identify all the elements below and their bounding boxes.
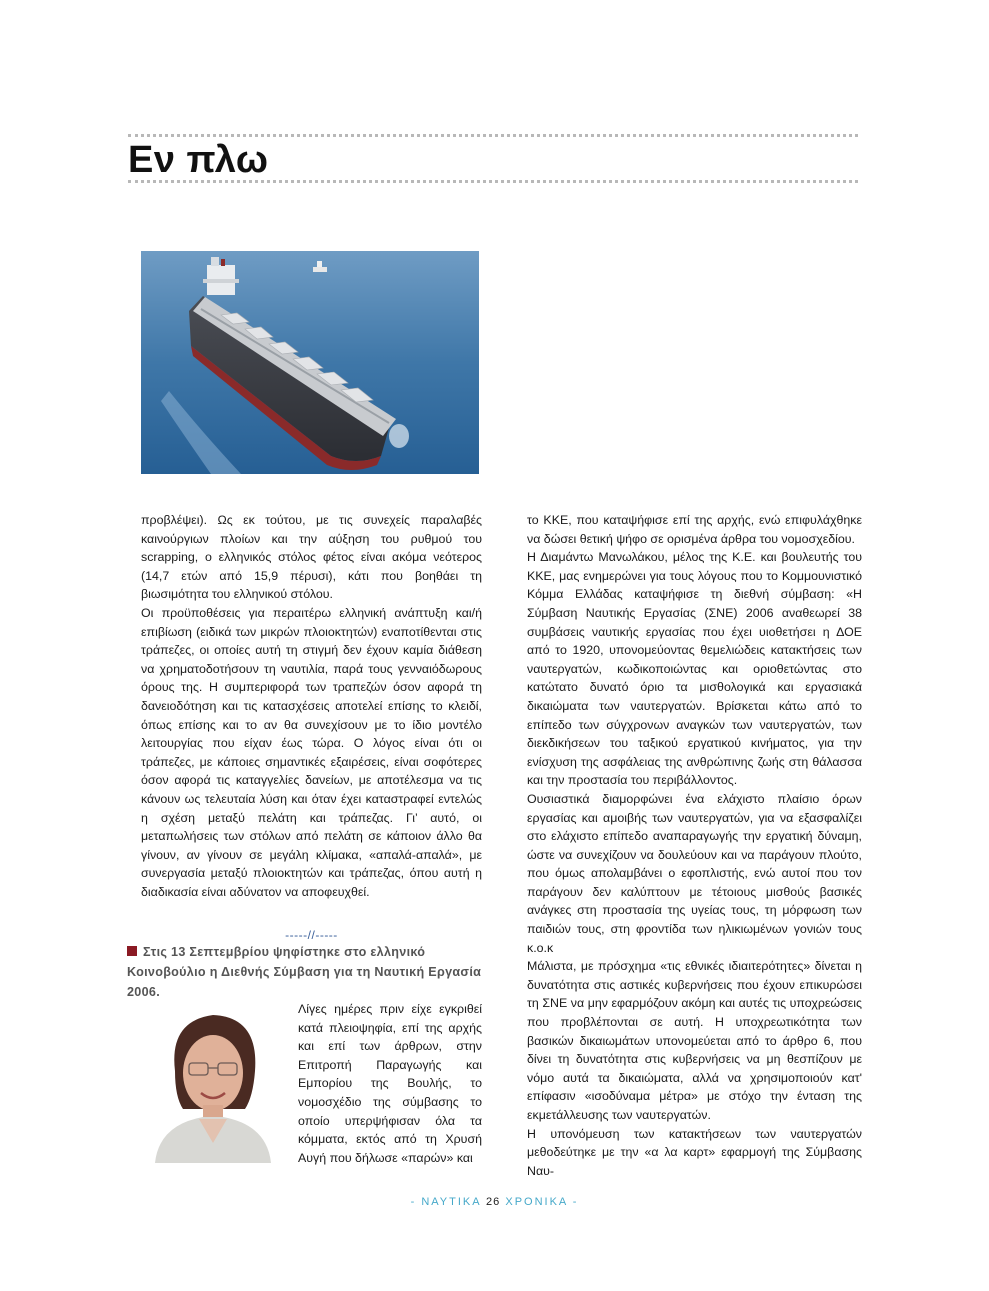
paragraph: το ΚΚΕ, που καταψήφισε επί της αρχής, ενώ επιφυλάχθηκε να δώσει θετική ψήφο σε ορισμένα άρθρα του νομοσχεδίου.	[527, 513, 862, 546]
section-title: Εν πλω	[128, 139, 269, 181]
portrait-photo	[149, 1001, 277, 1163]
footer-left: - ΝΑΥΤΙΚΑ	[410, 1196, 481, 1208]
section-separator: -----//-----	[285, 928, 338, 942]
article-column-left	[141, 511, 482, 901]
paragraph: Ουσιαστικά διαμορφώνει ένα ελάχιστο πλαίσιο όρων εργασίας και αμοιβής των ναυτεργατών, για να εξασφαλίζει στο ελάχιστο επίπεδο αναπαραγωγής την εργατική δύναμη, ώστε να συνεχίζουν να δουλεύουν και να παράγουν πλούτο, που όμως απολαμβάνει ο εφοπλιστής, ενώ αυτοί που τον παράγουν δεν καλύπτουν με τέτοιους μισθούς βασικές ανάγκες στη προστασία της υγείας τους, τη μόρφωση των παιδιών τους, στη φροντίδα των ηλικιωμένων γονιών τους κ.ο.κ	[527, 791, 862, 955]
subheadline-text: Στις 13 Σεπτεμβρίου ψηφίστηκε στο ελληνικό Κοινοβούλιο η Διεθνής Σύμβαση για τη Ναυτική Εργασία 2006.	[127, 945, 482, 999]
footer-right: ΧΡΟΝΙΚΑ -	[505, 1196, 579, 1208]
paragraph: Η Διαμάντω Μανωλάκου, μέλος της Κ.Ε. και βουλευτής του ΚΚΕ, μας ενημερώνει για τους λόγους που το Κομμουνιστικό Κόμμα Ελλάδας καταψήφισε τη διεθνή σύμβαση: «Η Σύμβαση Ναυτικής Εργασίας (ΣΝΕ) 2006 αναθεωρεί 38 συμβάσεις ναυτικής εργασίας που έχει υιοθετήσει η ΔΟΕ από το 1920, υπονομεύοντας θεμελιώδεις κατακτήσεις των ναυτεργατών, κωδικοποιώντας και οριοθετώντας στο κατώτατο δυνατό όριο τα μισθολογικά και εργασιακά δικαιώματα των ναυτεργατών. Βρίσκεται κάτω από το επίπεδο των σύγχρονων αναγκών των ναυτεργατών, των διεκδικήσεων του ταξικού εργατικού κινήματος, για την ενίσχυση της ασφάλειας της ανθρώπινης ζωής στη θάλασσα και την προστασία του περιβάλλοντος.	[527, 550, 862, 788]
article-column-right	[527, 511, 862, 1180]
paragraph: Οι προϋποθέσεις για περαιτέρω ελληνική ανάπτυξη και/ή επιβίωση (ειδικά των μικρών πλοιοκτητών) εναποτίθενται στις τράπεζες, οι οποίες αυτή τη στιγμή δεν έχουν καμία διάθεση να χρηματοδοτήσουν τη ναυτιλία, παρά τους γενναιόδωρους όρους της. Η συμπεριφορά των τραπεζών όσον αφορά τη δανειοδότηση και τις κατασχέσεις αποτελεί επίσης το κλειδί, όπως επίσης και το αν θα συνεχίσουν με το ίδιο μοντέλο λειτουργίας που είχαν έως τώρα. Ο λόγος είναι ότι οι τράπεζες, με κάποιες σημαντικές εξαιρέσεις, είναι σοφότερες όσον αφορά τις καταγγελίες δανείων, με αποτέλεσμα να τις κάνουν ως τελευταία λύση και όταν έχει καταστραφεί εντελώς η σχέση μεταξύ πελάτη και τράπεζας. Γι’ αυτό, οι μεταπωλήσεις των στόλων από πελάτη σε κάποιον άλλο θα γίνουν, αν γίνουν σε μεγάλη κλίμακα, «απαλά-απαλά», με συνεργασία μεταξύ πλοιοκτητών και τράπεζας, όπου αυτή η διαδικασία είναι αδύνατον να αποφευχθεί.	[141, 605, 482, 899]
dotted-rule-bottom	[128, 180, 858, 183]
tanker-ship-photo	[141, 251, 479, 474]
page-footer	[0, 1196, 989, 1208]
subheadline	[127, 942, 482, 1002]
dotted-rule-top	[128, 134, 858, 137]
paragraph: Μάλιστα, με πρόσχημα «τις εθνικές ιδιαιτερότητες» δίνεται η δυνατότητα στις αστικές κυβερνήσεις που έχουν επικυρώσει τη ΣΝΕ να μην εφαρμόζουν ακόμη και αυτές τις υποχρεώσεις που προβλέπονται σε αυτή. Η υποχρεωτικότητα των βασικών δικαιωμάτων υπονομεύεται από το άρθρο 6, που δίνει τη δυνατότητα στις κυβερνήσεις να μη θεσπίζουν με νόμο αυτά τα δικαιώματα, αλλά να χρησιμοποιούν κατ' επίφασιν «ισοδύναμα μέτρα» με στόχο την ένταση της εκμετάλλευσης των ναυτεργατών.	[527, 959, 862, 1122]
square-bullet-icon	[127, 946, 137, 956]
paragraph: προβλέψει). Ως εκ τούτου, με τις συνεχείς παραλαβές καινούργιων πλοίων και την αύξηση του ρυθμού του scrapping, ο ελληνικός στόλος φέτος είναι ακόμα νεότερος (14,7 ετών από 15,9 πέρυσι), κάτι που βοηθάει τη βιωσιμότητα του ελληνικού στόλου.	[141, 513, 482, 602]
article-text-beside-portrait: Λίγες ημέρες πριν είχε εγκριθεί κατά πλειοψηφία, επί της αρχής και επί των άρθρων, στην Επιτροπή Παραγωγής και Εμπορίου της Βουλής, το νομοσχέδιο της σύμβασης το οποίο υπερψήφισαν όλα τα κόμματα, εκτός από τη Χρυσή Αυγή που δήλωσε «παρών» και	[298, 1002, 482, 1165]
page-number: 26	[486, 1196, 501, 1208]
paragraph: Η υπονόμευση των κατακτήσεων των ναυτεργατών μεθοδεύτηκε με την «α λα καρτ» εφαρμογή της Σύμβασης Ναυ-	[527, 1126, 862, 1178]
